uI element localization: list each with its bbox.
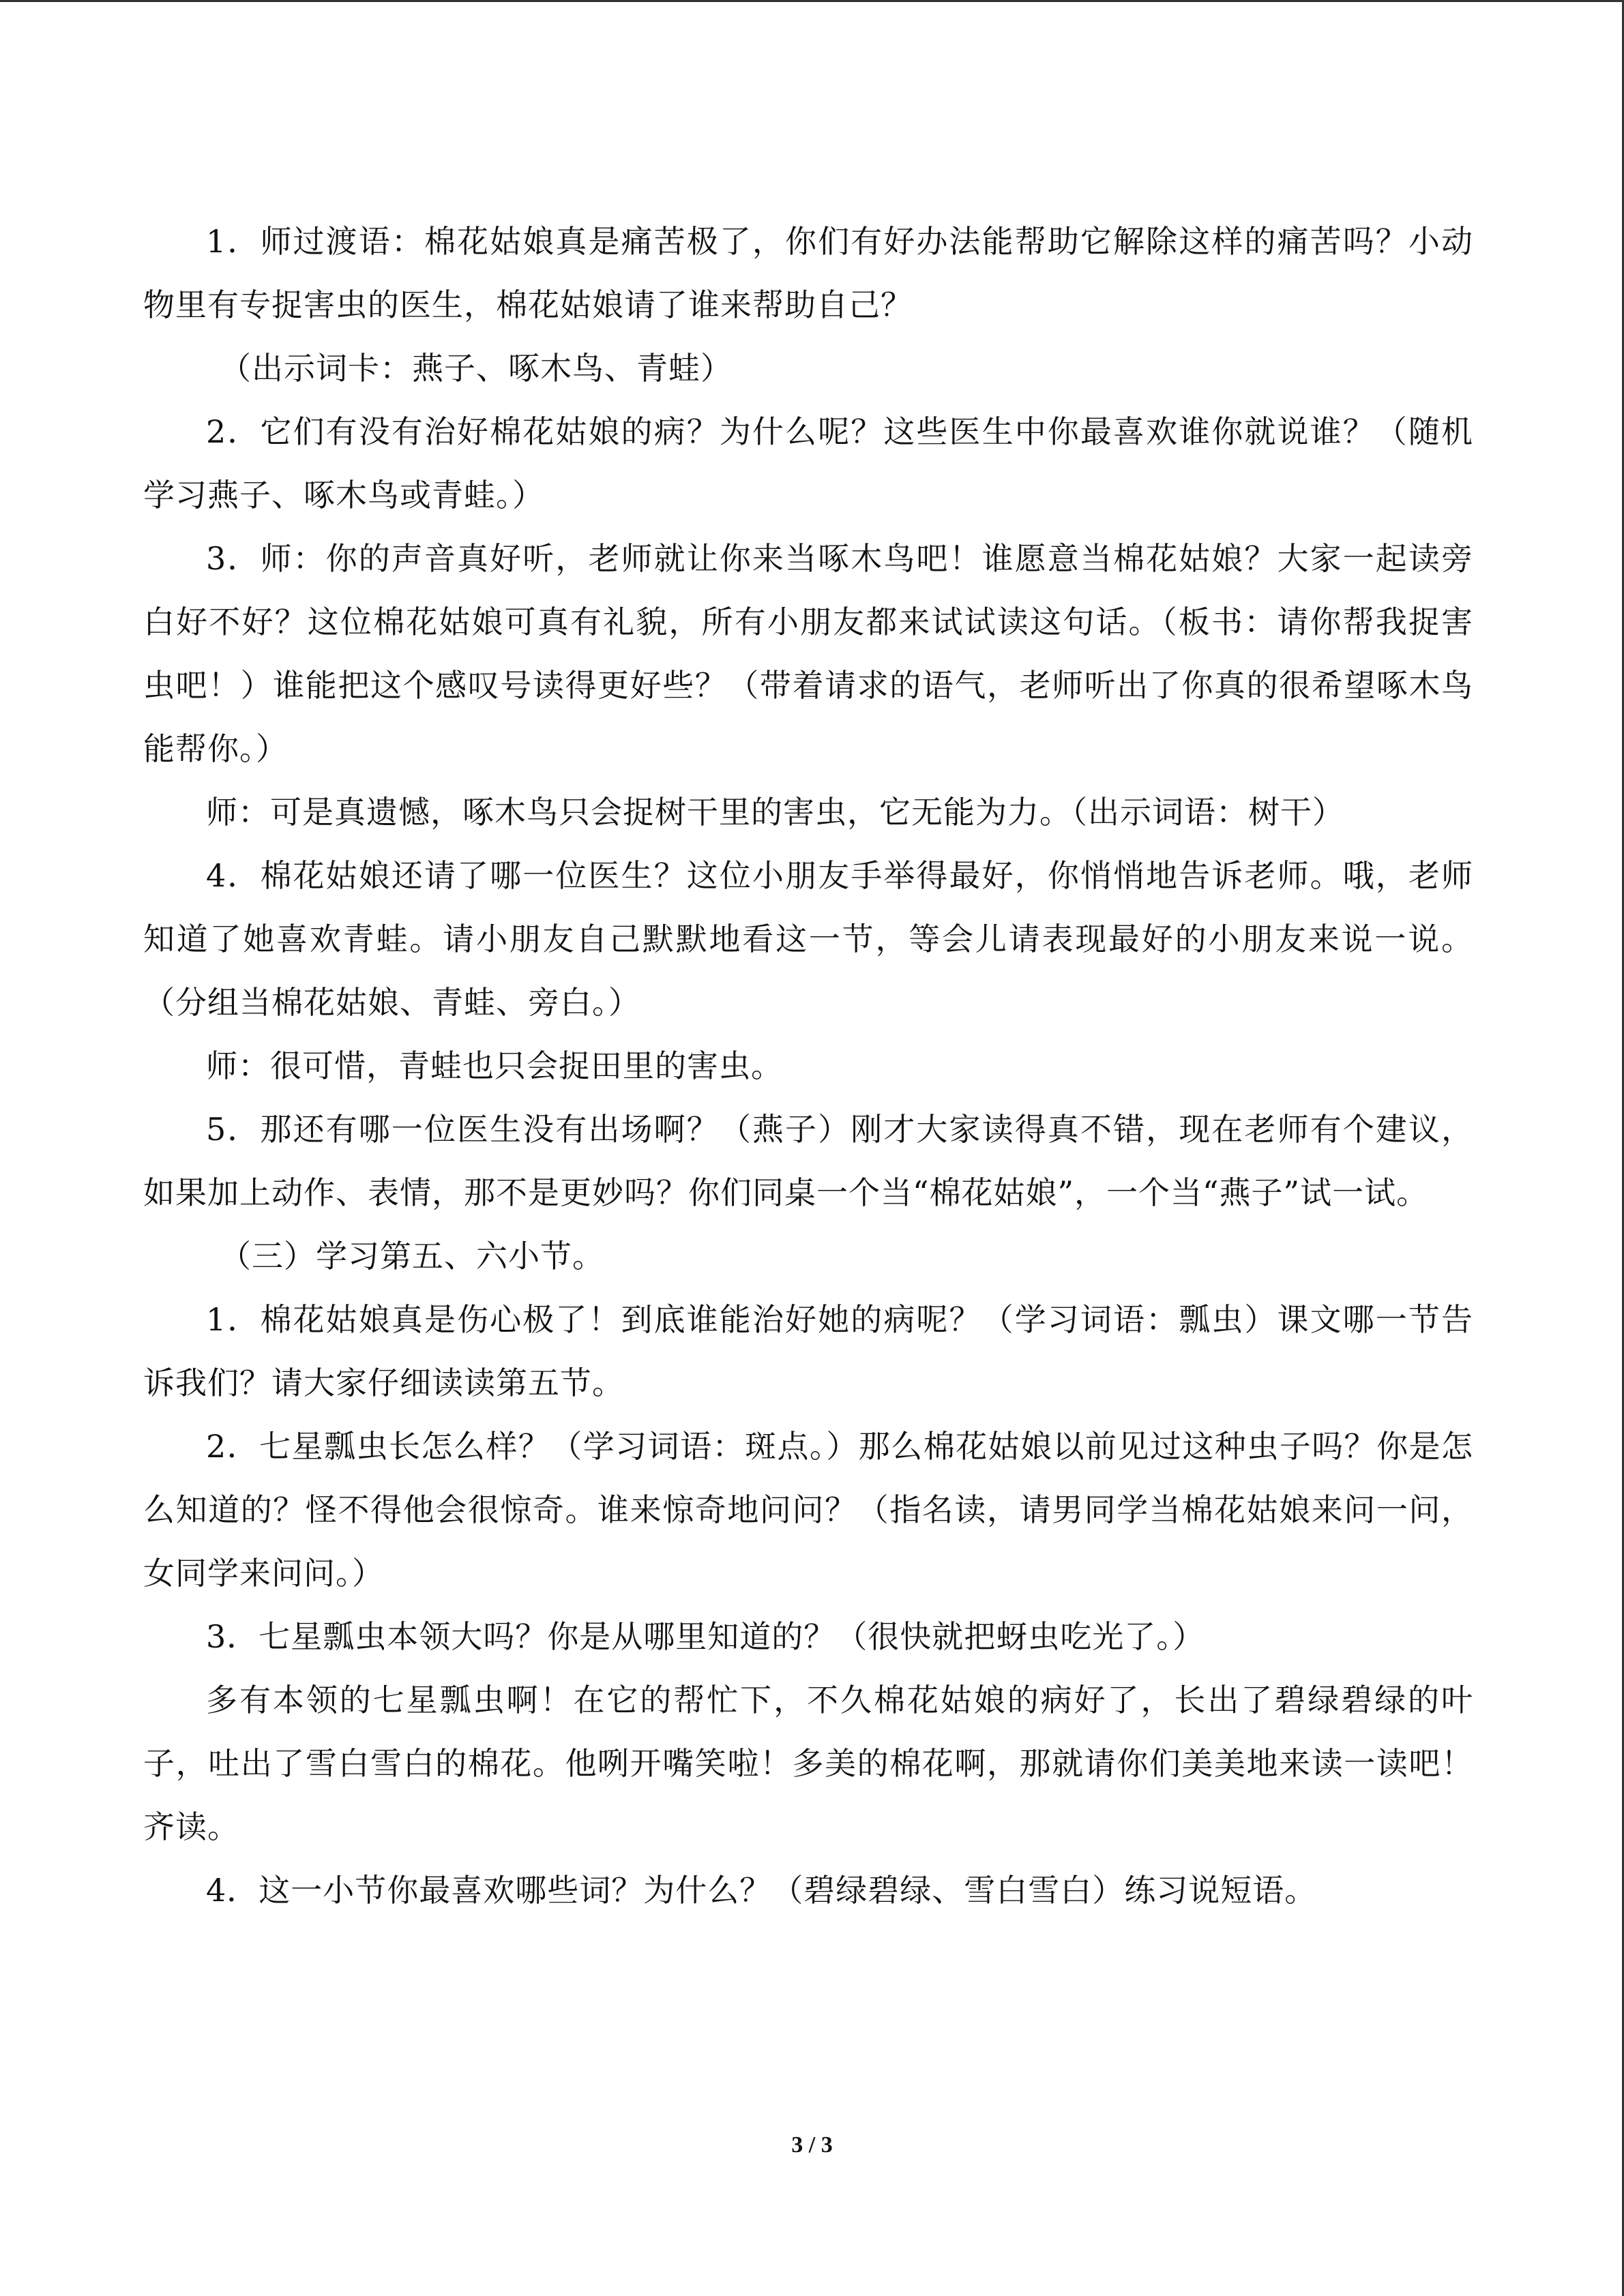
paragraph-cotton-recovery: 多有本领的七星瓢虫啊！在它的帮忙下，不久棉花姑娘的病好了，长出了碧绿碧绿的叶子，吐出了雪白雪白的棉花。他咧开嘴笑啦！多美的棉花啊，那就请你们美美地来读一读吧！齐读。: [143, 1682, 1473, 1845]
section-heading-five-six: （三）学习第五、六小节。: [220, 1238, 604, 1274]
paragraph-ladybug-ability: 3．七星瓢虫本领大吗？你是从哪里知道的？（很快就把蚜虫吃光了。）: [206, 1618, 1205, 1655]
paragraph-frog-doctor: 4．棉花姑娘还请了哪一位医生？这位小朋友手举得最好，你悄悄地告诉老师。哦，老师知道了她喜欢青蛙。请小朋友自己默默地看这一节，等会儿请表现最好的小朋友来说一说。（分组当棉花姑娘、青蛙、旁白。）: [143, 857, 1473, 1021]
paragraph-transition-question: 1．师过渡语：棉花姑娘真是痛苦极了，你们有好办法能帮助它解除这样的痛苦吗？小动物里有专捉害虫的医生，棉花姑娘请了谁来帮助自己？: [143, 223, 1473, 323]
paragraph-favorite-words: 4．这一小节你最喜欢哪些词？为什么？（碧绿碧绿、雪白雪白）练习说短语。: [206, 1872, 1317, 1909]
paragraph-woodpecker-tree-trunk: 师：可是真遗憾，啄木鸟只会捉树干里的害虫，它无能为力。（出示词语：树干）: [206, 794, 1344, 831]
paragraph-woodpecker-reading: 3．师：你的声音真好听，老师就让你来当啄木鸟吧！谁愿意当棉花姑娘？大家一起读旁白好不好？这位棉花姑娘可真有礼貌，所有小朋友都来试试读这句话。（板书：请你帮我捉害虫吧！）谁能把这个感叹号读得更好些？（带着请求的语气，老师听出了你真的很希望啄木鸟能帮你。）: [143, 540, 1473, 767]
paragraph-swallow-roleplay: 5．那还有哪一位医生没有出场啊？（燕子）刚才大家读得真不错，现在老师有个建议，如果加上动作、表情，那不是更妙吗？你们同桌一个当“棉花姑娘”，一个当“燕子”试一试。: [143, 1111, 1473, 1211]
page-number: 3 / 3: [791, 2132, 833, 2158]
paragraph-ladybug-appearance: 2．七星瓢虫长怎么样？（学习词语：斑点。）那么棉花姑娘以前见过这种虫子吗？你是怎么知道的？怪不得他会很惊奇。谁来惊奇地问问？（指名读，请男同学当棉花姑娘来问一问，女同学来问问。）: [143, 1428, 1473, 1592]
paragraph-ladybug-intro: 1．棉花姑娘真是伤心极了！到底谁能治好她的病呢？（学习词语：瓢虫）课文哪一节告诉我们？请大家仔细读读第五节。: [143, 1301, 1473, 1401]
paragraph-frog-field: 师：很可惜，青蛙也只会捉田里的害虫。: [206, 1047, 783, 1084]
document-body: [143, 210, 1473, 1922]
page-top-border: [0, 0, 1624, 2]
paragraph-word-cards: （出示词卡：燕子、啄木鸟、青蛙）: [220, 350, 733, 387]
paragraph-doctors-question: 2．它们有没有治好棉花姑娘的病？为什么呢？这些医生中你最喜欢谁你就说谁？（随机学习燕子、啄木鸟或青蛙。）: [143, 413, 1473, 513]
